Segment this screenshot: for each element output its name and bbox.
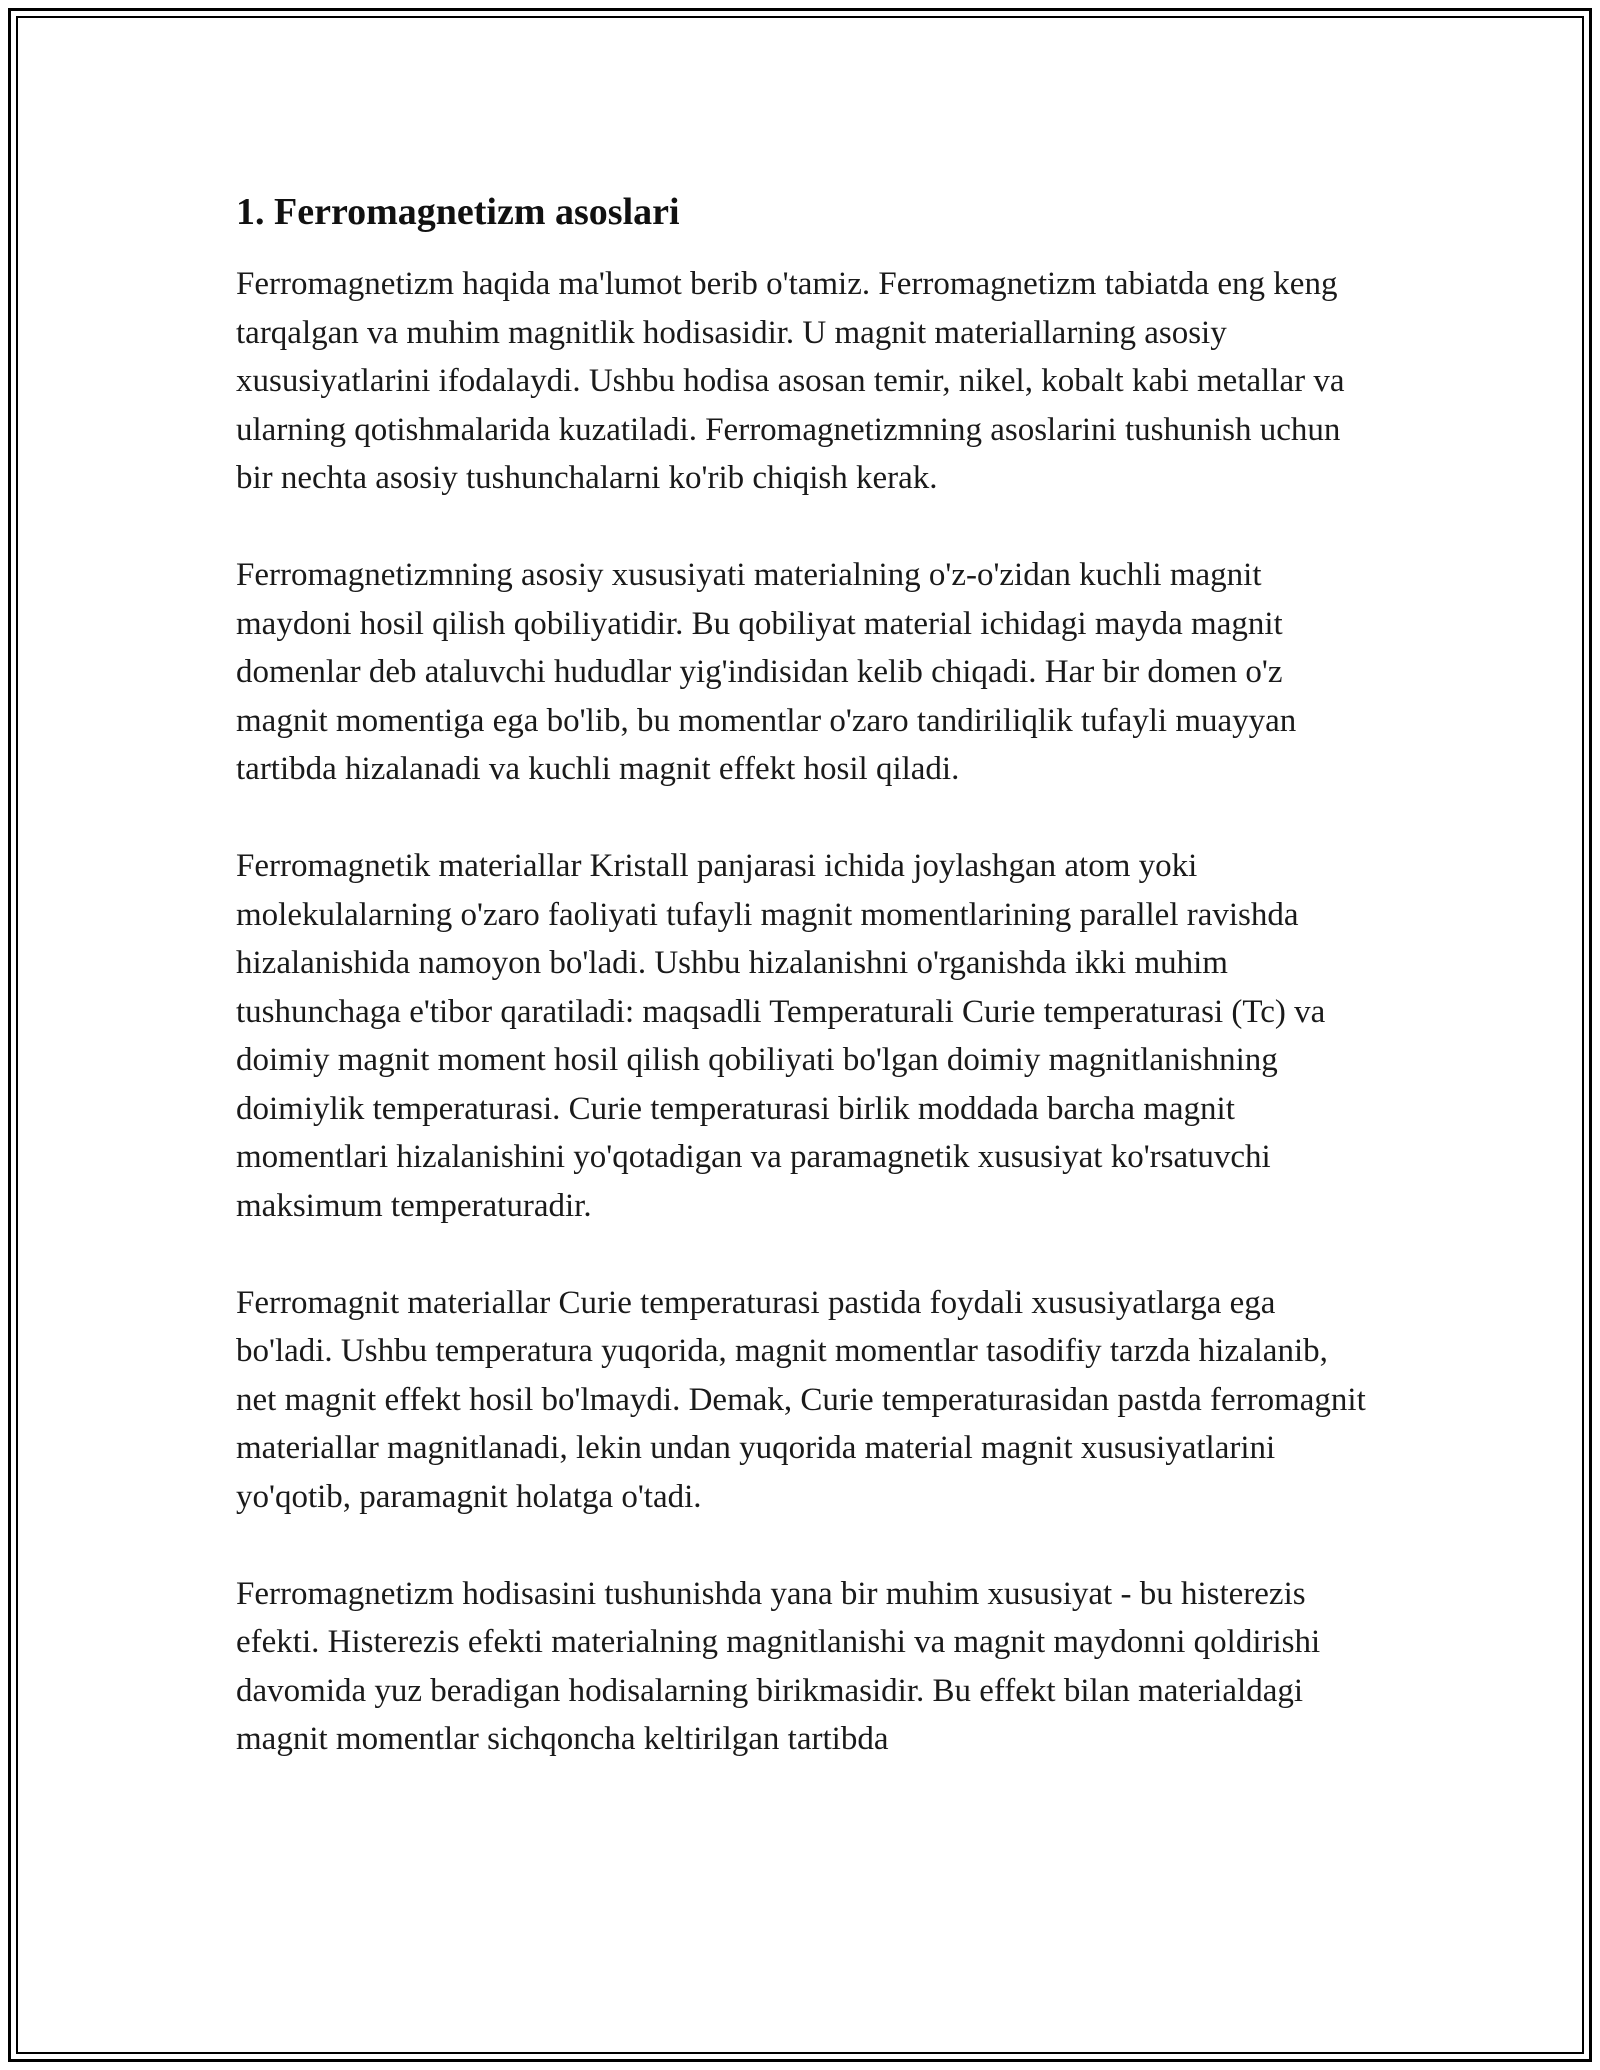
paragraph-1: Ferromagnetizm haqida ma'lumot berib o'tamiz. Ferromagnetizm tabiatda eng keng tarqalgan va muhim magnitlik hodisasidir. U magnit materiallarning asosiy xususiyatlarini ifodalaydi. Ushbu hodisa asosan temir, nikel, kobalt kabi metallar va ularning qotishmalarida kuzatiladi. Ferromagnetizmning asoslarini tushunish uchun bir nechta asosiy tushunchalarni ko'rib chiqish kerak. xyxy=(236,266,1345,496)
paragraph-5: Ferromagnetizm hodisasini tushunishda yana bir muhim xususiyat - bu histerezis efekti. Histerezis efekti materialning magnitlanishi va magnit maydonni qoldirishi davomida yuz beradigan hodisalarning birikmasidir. Bu effekt bilan materialdagi magnit momentlar sichqoncha keltirilgan tartibda xyxy=(236,1575,1321,1757)
section-heading: 1. Ferromagnetizm asoslari xyxy=(236,191,680,233)
paragraph-3: Ferromagnetik materiallar Kristall panjarasi ichida joylashgan atom yoki molekulalarning o'zaro faoliyati tufayli magnit momentlarining parallel ravishda hizalanishida namoyon bo'ladi. Ushbu hizalanishni o'rganishda ikki muhim tushunchaga e'tibor qaratiladi: maqsadli Temperaturali Curie temperaturasi (Tc) va doimiy magnit moment hosil qilish qobiliyati bo'lgan doimiy magnitlanishning doimiylik temperaturasi. Curie temperaturasi birlik moddada barcha magnit momentlari hizalanishini yo'qotadigan va paramagnetik xususiyat ko'rsatuvchi maksimum temperaturadir. xyxy=(236,848,1326,1224)
document-body xyxy=(236,188,1376,1764)
paragraph-4: Ferromagnit materiallar Curie temperaturasi pastida foydali xususiyatlarga ega bo'ladi. Ushbu temperatura yuqorida, magnit momentlar tasodifiy tarzda hizalanib, net magnit effekt hosil bo'lmaydi. Demak, Curie temperaturasidan pastda ferromagnit materiallar magnitlanadi, lekin undan yuqorida material magnit xususiyatlarini yo'qotib, paramagnit holatga o'tadi. xyxy=(236,1284,1366,1515)
paragraph-2: Ferromagnetizmning asosiy xususiyati materialning o'z-o'zidan kuchli magnit maydoni hosil qilish qobiliyatidir. Bu qobiliyat material ichidagi mayda magnit domenlar deb ataluvchi hududlar yig'indisidan kelib chiqadi. Har bir domen o'z magnit momentiga ega bo'lib, bu momentlar o'zaro tandiriliqlik tufayli muayyan tartibda hizalanadi va kuchli magnit effekt hosil qiladi. xyxy=(236,557,1297,787)
